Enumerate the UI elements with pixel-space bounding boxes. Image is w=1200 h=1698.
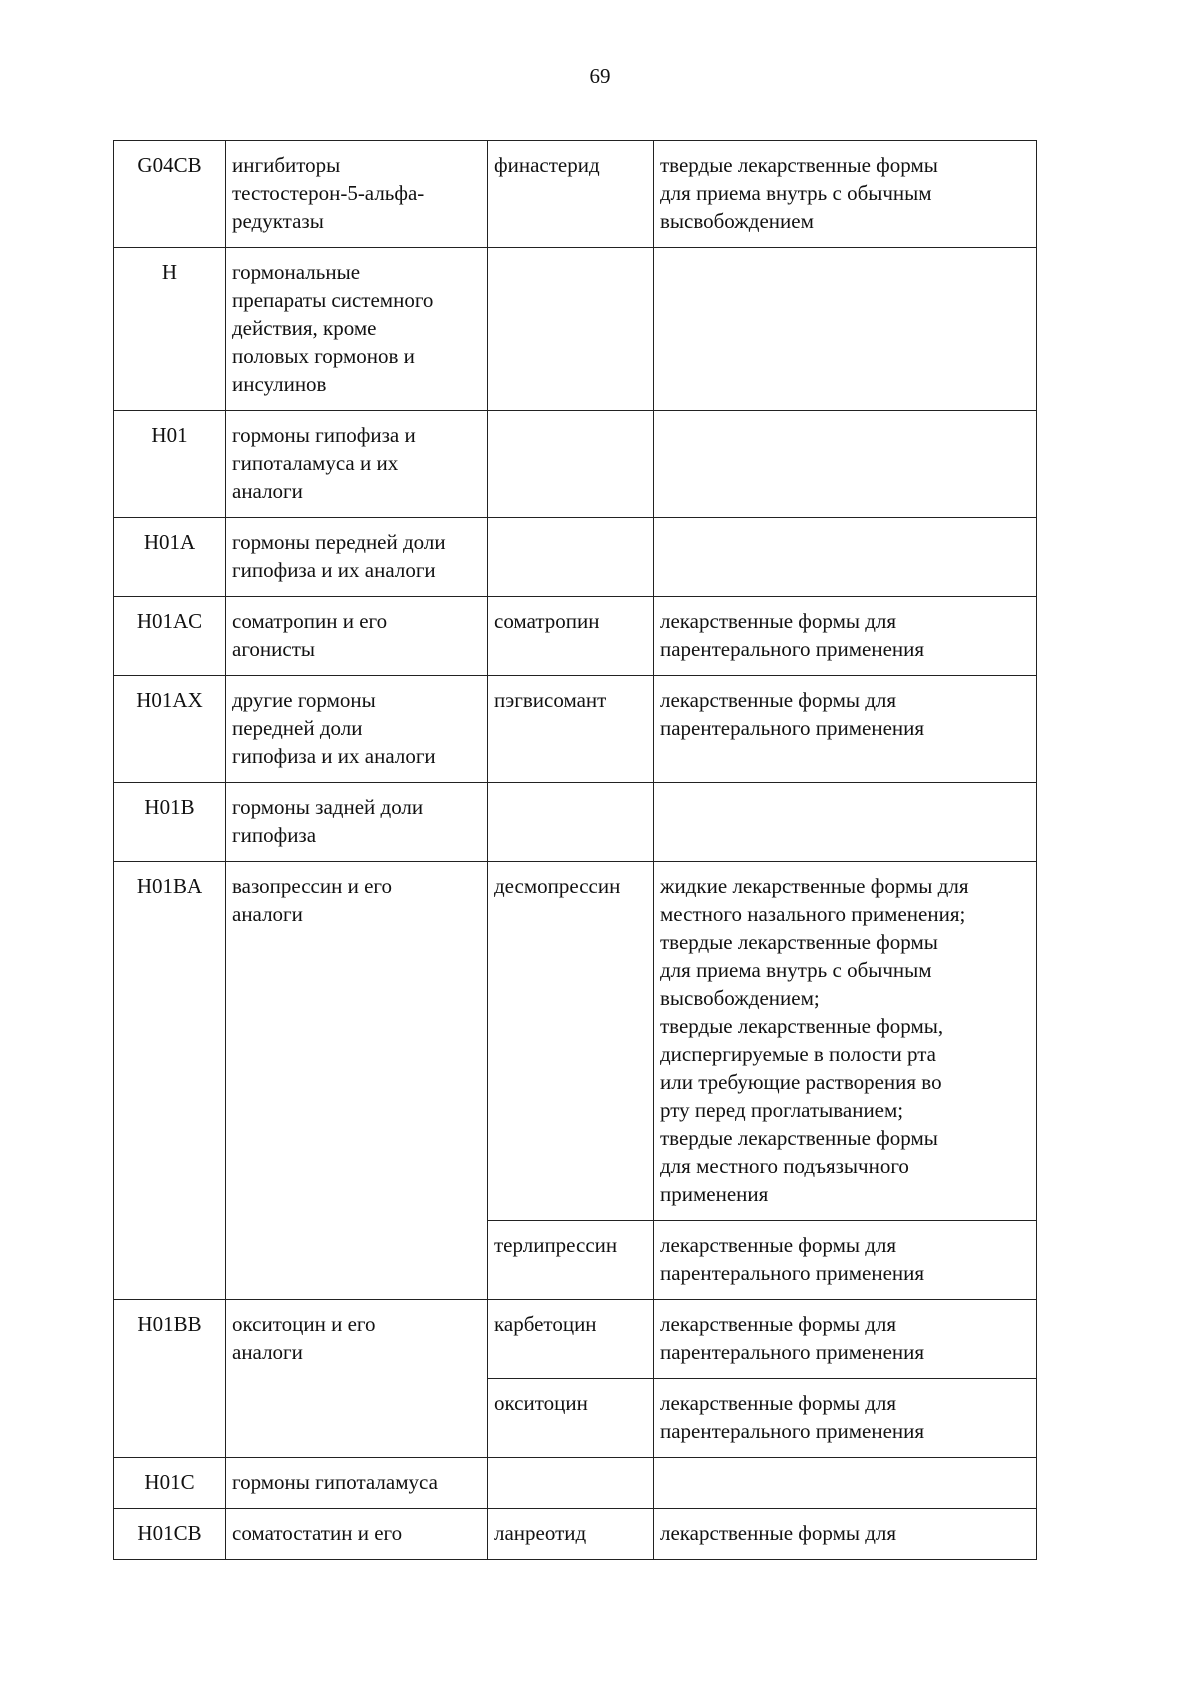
group-line: половых гормонов и [232,344,415,368]
drug-name: ланреотид [488,1509,654,1560]
form-line: твердые лекарственные формы, [660,1014,944,1038]
form-line: высвобождением; [660,986,820,1010]
atc-code: H01C [114,1458,226,1509]
form-line: жидкие лекарственные формы для [660,874,969,898]
drug-name [488,411,654,518]
atc-code: H01AC [114,597,226,676]
form-line: твердые лекарственные формы [660,930,938,954]
group-line: гипофиза [232,823,317,847]
group-line: соматропин и его [232,609,388,633]
dosage-forms [654,1458,1037,1509]
dosage-forms [654,862,1037,1221]
table-row [114,141,1037,248]
drug-name: пэгвисомант [488,676,654,783]
table-row [114,411,1037,518]
group-line: ингибиторы [232,153,341,177]
form-line: твердые лекарственные формы [660,153,938,177]
group-line: инсулинов [232,372,327,396]
form-line: лекарственные формы для [660,1521,897,1545]
group-name [226,141,488,248]
dosage-forms [654,141,1037,248]
form-line: или требующие растворения во [660,1070,942,1094]
group-line: гипофиза и их аналоги [232,744,436,768]
group-line: гормональные [232,260,361,284]
group-line: агонисты [232,637,315,661]
table-row [114,676,1037,783]
group-line: соматостатин и его [232,1521,403,1545]
drug-name: терлипрессин [488,1221,654,1300]
form-line: парентерального применения [660,637,925,661]
group-name [226,1509,488,1560]
atc-code: H01BB [114,1300,226,1458]
form-line: лекарственные формы для [660,1391,897,1415]
drug-name [488,1458,654,1509]
dosage-forms [654,1221,1037,1300]
group-line: другие гормоны [232,688,376,712]
form-line: парентерального применения [660,716,925,740]
drug-name [488,248,654,411]
group-name [226,1300,488,1458]
group-name [226,862,488,1300]
form-line: высвобождением [660,209,814,233]
group-line: действия, кроме [232,316,377,340]
dosage-forms [654,248,1037,411]
form-line: диспергируемые в полости рта [660,1042,936,1066]
form-line: рту перед проглатыванием; [660,1098,904,1122]
table-row [114,862,1037,1221]
group-name [226,676,488,783]
table-row [114,248,1037,411]
form-line: лекарственные формы для [660,688,897,712]
group-line: гормоны гипофиза и [232,423,416,447]
dosage-forms [654,597,1037,676]
drug-name: финастерид [488,141,654,248]
form-line: для приема внутрь с обычным [660,958,932,982]
atc-code: G04CB [114,141,226,248]
group-line: редуктазы [232,209,324,233]
group-line: вазопрессин и его [232,874,392,898]
form-line: для местного подъязычного [660,1154,909,1178]
form-line: местного назального применения; [660,902,966,926]
dosage-forms [654,1509,1037,1560]
drug-name [488,518,654,597]
table-row [114,518,1037,597]
drug-name: соматропин [488,597,654,676]
dosage-forms [654,1300,1037,1379]
group-line: аналоги [232,1340,303,1364]
group-line: гормоны гипоталамуса [232,1470,438,1494]
drug-name: карбетоцин [488,1300,654,1379]
dosage-forms [654,518,1037,597]
group-name [226,248,488,411]
group-line: гормоны передней доли [232,530,446,554]
dosage-forms [654,676,1037,783]
table-row [114,1509,1037,1560]
atc-code: H [114,248,226,411]
atc-table [113,140,1037,1560]
group-line: гипоталамуса и их [232,451,399,475]
form-line: парентерального применения [660,1261,925,1285]
group-line: окситоцин и его [232,1312,376,1336]
atc-code: H01CB [114,1509,226,1560]
page-number: 69 [589,64,611,88]
table-row [114,783,1037,862]
drug-name [488,783,654,862]
dosage-forms [654,411,1037,518]
group-name [226,518,488,597]
form-line: лекарственные формы для [660,1312,897,1336]
atc-code: H01A [114,518,226,597]
form-line: парентерального применения [660,1419,925,1443]
group-line: тестостерон-5-альфа- [232,181,425,205]
atc-code: H01 [114,411,226,518]
group-line: аналоги [232,479,303,503]
drug-name: окситоцин [488,1379,654,1458]
drug-name: десмопрессин [488,862,654,1221]
table-row [114,597,1037,676]
group-line: гормоны задней доли [232,795,424,819]
group-name [226,597,488,676]
atc-code: H01B [114,783,226,862]
form-line: твердые лекарственные формы [660,1126,938,1150]
table-row [114,1300,1037,1379]
form-line: лекарственные формы для [660,1233,897,1257]
form-line: лекарственные формы для [660,609,897,633]
table-row [114,1458,1037,1509]
group-line: препараты системного [232,288,434,312]
atc-code: H01BA [114,862,226,1300]
dosage-forms [654,783,1037,862]
group-line: аналоги [232,902,303,926]
dosage-forms [654,1379,1037,1458]
atc-code: H01AX [114,676,226,783]
group-line: гипофиза и их аналоги [232,558,436,582]
group-line: передней доли [232,716,363,740]
form-line: для приема внутрь с обычным [660,181,932,205]
form-line: применения [660,1182,769,1206]
form-line: парентерального применения [660,1340,925,1364]
group-name [226,1458,488,1509]
group-name [226,411,488,518]
group-name [226,783,488,862]
